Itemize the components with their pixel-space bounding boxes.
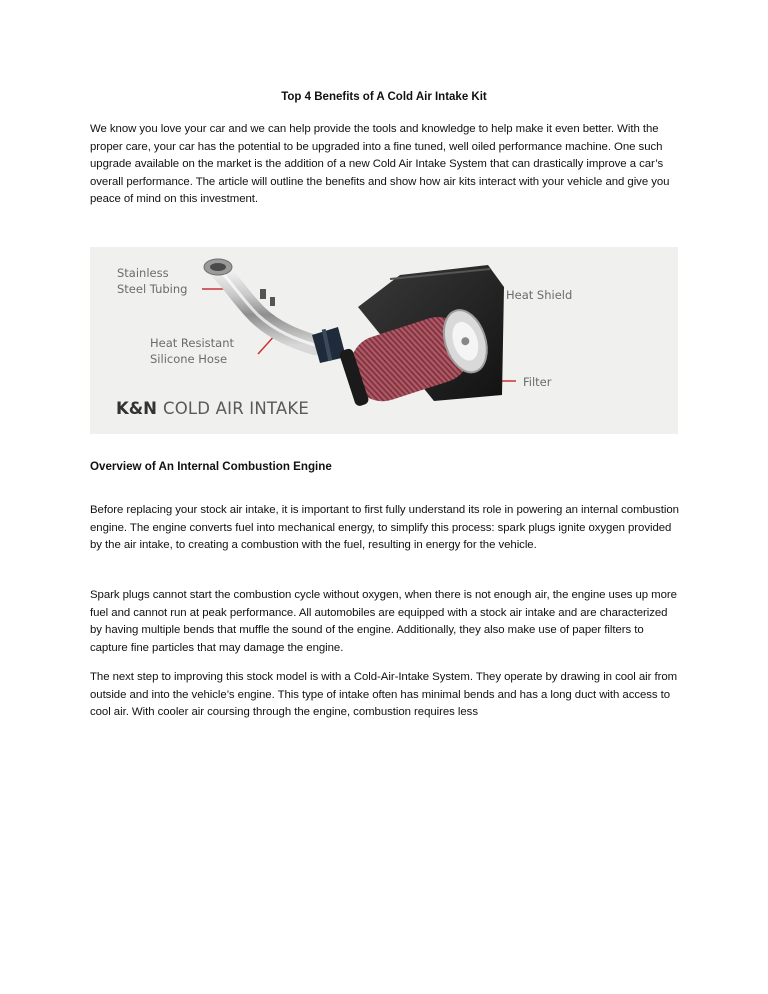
intro-paragraph: We know you love your car and we can help provide the tools and knowledge to help make it even better. With the proper care, your car has the potential to be upgraded into a fine tuned, well oiled performance machine. One such upgrade available on the market is the addition of a new Cold Air Intake System that can drastically improve a car’s overall performance. The article will outline the benefits and show how air kits interact with your vehicle and give you peace of mind on this investment. xyxy=(90,123,670,205)
hose-label-line-2: Silicone Hose xyxy=(150,352,228,366)
brand-text: COLD AIR INTAKE xyxy=(162,399,310,418)
stainless-steel-tubing-label xyxy=(117,265,187,297)
steel-label-line-1: Stainless xyxy=(117,266,169,280)
document-title: Top 4 Benefits of A Cold Air Intake Kit xyxy=(281,91,487,103)
hose-label-line-1: Heat Resistant xyxy=(150,336,235,350)
body-paragraph-3: The next step to improving this stock model is with a Cold-Air-Intake System. They operate by drawing in cool air from outside and into the vehicle’s engine. This type of intake often has minimal bends and has a long duct with access to cool air. With cooler air coursing through the engine, combustion requires less xyxy=(90,671,678,718)
cold-air-intake-figure xyxy=(90,247,678,434)
body-paragraph-2: Spark plugs cannot start the combustion cycle without oxygen, when there is not enough air, the engine uses up more fuel and cannot run at peak performance. All automobiles are equipped with a stock air intake and are characterized by having multiple bends that muffle the sound of the engine. Additionally, they also make use of paper filters to capture fine particles that may damage the engine. xyxy=(90,589,677,654)
section-heading: Overview of An Internal Combustion Engine xyxy=(90,460,332,473)
body-paragraph-1: Before replacing your stock air intake, it is important to first fully understand its role in powering an internal combustion engine. The engine converts fuel into mechanical energy, to simplify this process: spark plugs ignite oxygen provided by the air intake, to creating a combustion with the fuel, resulting in energy for the vehicle. xyxy=(90,504,679,551)
filter-label: Filter xyxy=(523,375,552,389)
steel-label-line-2: Steel Tubing xyxy=(117,282,188,296)
brand-caption xyxy=(116,399,309,418)
silicone-hose-label xyxy=(150,335,234,367)
brand-logo: K&N xyxy=(116,399,157,418)
heat-shield-label: Heat Shield xyxy=(506,288,573,302)
